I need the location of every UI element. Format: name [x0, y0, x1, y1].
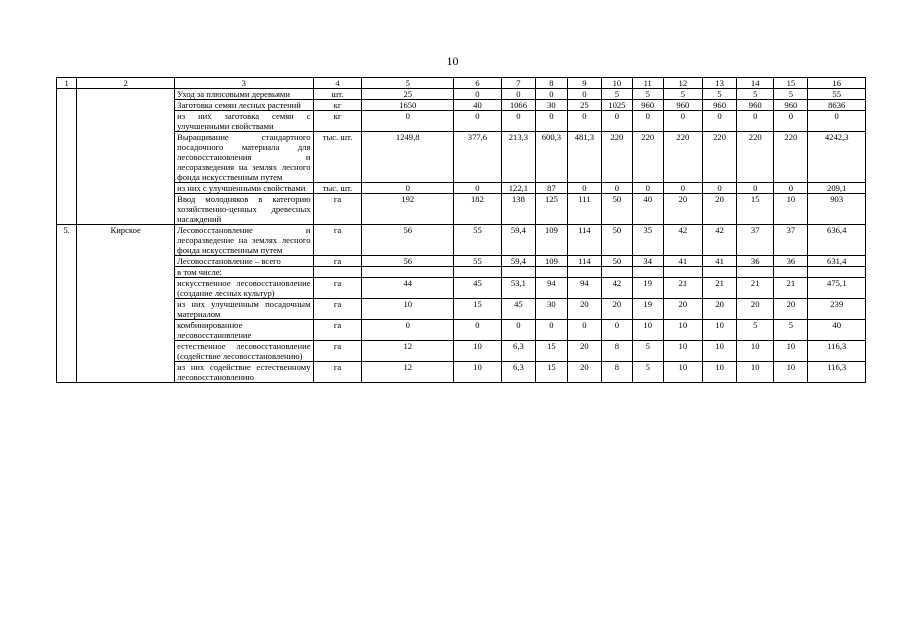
value-cell: 10	[703, 341, 737, 362]
value-cell: 239	[808, 299, 866, 320]
value-cell: 213,3	[501, 132, 535, 183]
value-cell: 5	[632, 89, 663, 100]
value-cell: 0	[454, 183, 502, 194]
value-cell: 1650	[362, 100, 454, 111]
value-cell: 25	[362, 89, 454, 100]
indicator-cell: Выращивание стандартного посадочного материала для лесовосстановления и лесоразведения на землях лесного фонда искусственным путем	[175, 132, 313, 183]
value-cell: 0	[601, 111, 632, 132]
forestry-name-cell	[77, 278, 175, 299]
value-cell: 116,3	[808, 341, 866, 362]
value-cell: 36	[774, 256, 808, 267]
value-cell: 5	[774, 320, 808, 341]
column-header: 15	[774, 78, 808, 89]
value-cell: 20	[567, 341, 601, 362]
row-number-cell	[57, 256, 77, 267]
unit-cell: тыс. шт.	[313, 132, 362, 183]
value-cell: 0	[567, 183, 601, 194]
value-cell: 21	[737, 278, 774, 299]
value-cell: 20	[567, 362, 601, 383]
table-row	[57, 320, 866, 341]
value-cell: 109	[535, 256, 567, 267]
value-cell: 960	[663, 100, 702, 111]
row-number-cell	[57, 89, 77, 100]
row-number-cell	[57, 183, 77, 194]
value-cell: 6,3	[501, 362, 535, 383]
indicator-cell: Ввод молодняков в категорию хозяйственно-ценных древесных насаждений	[175, 194, 313, 225]
value-cell: 0	[501, 320, 535, 341]
table-row	[57, 278, 866, 299]
value-cell: 600,3	[535, 132, 567, 183]
value-cell: 20	[567, 299, 601, 320]
value-cell: 21	[774, 278, 808, 299]
row-number-cell	[57, 194, 77, 225]
value-cell: 0	[774, 111, 808, 132]
value-cell: 19	[632, 278, 663, 299]
page-number: 10	[446, 54, 459, 68]
value-cell: 36	[737, 256, 774, 267]
value-cell: 10	[454, 341, 502, 362]
forestry-name-cell	[77, 256, 175, 267]
value-cell: 42	[703, 225, 737, 256]
value-cell: 10	[774, 362, 808, 383]
indicator-cell: Лесовосстановление – всего	[175, 256, 313, 267]
value-cell: 1066	[501, 100, 535, 111]
value-cell: 45	[501, 299, 535, 320]
value-cell: 0	[663, 183, 702, 194]
value-cell: 377,6	[454, 132, 502, 183]
table-row	[57, 225, 866, 256]
forestry-name-cell	[77, 100, 175, 111]
value-cell: 125	[535, 194, 567, 225]
value-cell	[774, 267, 808, 278]
value-cell: 1025	[601, 100, 632, 111]
value-cell: 8	[601, 341, 632, 362]
value-cell: 50	[601, 194, 632, 225]
value-cell: 10	[632, 320, 663, 341]
table-row	[57, 183, 866, 194]
table-body	[57, 89, 866, 383]
value-cell: 0	[501, 89, 535, 100]
value-cell: 220	[601, 132, 632, 183]
value-cell: 0	[737, 183, 774, 194]
value-cell: 8636	[808, 100, 866, 111]
indicator-cell: из них с улучшенными свойствами	[175, 183, 313, 194]
indicator-cell: Заготовка семян лесных растений	[175, 100, 313, 111]
row-number-cell	[57, 111, 77, 132]
column-header: 6	[454, 78, 502, 89]
indicator-cell: комбинированное лесовосстановление	[175, 320, 313, 341]
value-cell: 5	[632, 362, 663, 383]
table-row	[57, 89, 866, 100]
column-header: 4	[313, 78, 362, 89]
value-cell	[501, 267, 535, 278]
value-cell: 0	[632, 111, 663, 132]
value-cell: 636,4	[808, 225, 866, 256]
row-number-cell	[57, 320, 77, 341]
indicator-cell: Лесовосстановление и лесоразведение на землях лесного фонда искусственным путем	[175, 225, 313, 256]
value-cell: 25	[567, 100, 601, 111]
unit-cell: га	[313, 362, 362, 383]
value-cell: 192	[362, 194, 454, 225]
value-cell: 0	[362, 320, 454, 341]
indicator-cell: из них заготовка семян с улучшенными свойствами	[175, 111, 313, 132]
row-number-cell	[57, 299, 77, 320]
value-cell: 10	[703, 362, 737, 383]
value-cell: 40	[808, 320, 866, 341]
value-cell: 0	[535, 111, 567, 132]
forestry-table	[56, 77, 866, 383]
value-cell: 5	[737, 89, 774, 100]
value-cell: 0	[567, 320, 601, 341]
column-header: 9	[567, 78, 601, 89]
column-header: 2	[77, 78, 175, 89]
table-row	[57, 194, 866, 225]
table-row	[57, 299, 866, 320]
value-cell: 37	[737, 225, 774, 256]
unit-cell: шт.	[313, 89, 362, 100]
value-cell: 56	[362, 256, 454, 267]
value-cell: 45	[454, 278, 502, 299]
value-cell: 0	[567, 89, 601, 100]
forestry-name-cell	[77, 111, 175, 132]
value-cell: 0	[703, 111, 737, 132]
value-cell	[454, 267, 502, 278]
value-cell: 220	[774, 132, 808, 183]
value-cell: 960	[703, 100, 737, 111]
table-row	[57, 362, 866, 383]
forestry-name-cell	[77, 89, 175, 100]
value-cell: 4242,3	[808, 132, 866, 183]
value-cell: 87	[535, 183, 567, 194]
value-cell: 960	[774, 100, 808, 111]
forestry-name-cell	[77, 194, 175, 225]
value-cell: 53,1	[501, 278, 535, 299]
value-cell: 114	[567, 256, 601, 267]
value-cell: 50	[601, 225, 632, 256]
value-cell: 220	[703, 132, 737, 183]
value-cell: 44	[362, 278, 454, 299]
value-cell: 0	[737, 111, 774, 132]
forestry-name-cell	[77, 299, 175, 320]
value-cell: 903	[808, 194, 866, 225]
value-cell: 0	[501, 111, 535, 132]
value-cell: 5	[663, 89, 702, 100]
table-row	[57, 132, 866, 183]
value-cell: 114	[567, 225, 601, 256]
value-cell	[808, 267, 866, 278]
value-cell: 41	[703, 256, 737, 267]
unit-cell: кг	[313, 100, 362, 111]
row-number-cell	[57, 362, 77, 383]
value-cell: 8	[601, 362, 632, 383]
row-number-cell	[57, 132, 77, 183]
forestry-name-cell	[77, 341, 175, 362]
value-cell: 55	[454, 256, 502, 267]
value-cell: 0	[454, 89, 502, 100]
value-cell: 5	[774, 89, 808, 100]
value-cell: 6,3	[501, 341, 535, 362]
value-cell: 15	[737, 194, 774, 225]
unit-cell: га	[313, 341, 362, 362]
value-cell: 94	[567, 278, 601, 299]
value-cell: 220	[663, 132, 702, 183]
value-cell: 631,4	[808, 256, 866, 267]
value-cell: 0	[632, 183, 663, 194]
value-cell	[737, 267, 774, 278]
value-cell: 10	[774, 194, 808, 225]
value-cell: 10	[663, 341, 702, 362]
column-header: 13	[703, 78, 737, 89]
value-cell	[567, 267, 601, 278]
value-cell: 59,4	[501, 256, 535, 267]
value-cell: 481,3	[567, 132, 601, 183]
row-number-cell	[57, 341, 77, 362]
value-cell: 960	[632, 100, 663, 111]
value-cell	[703, 267, 737, 278]
value-cell: 220	[737, 132, 774, 183]
value-cell: 42	[663, 225, 702, 256]
value-cell: 122,1	[501, 183, 535, 194]
unit-cell	[313, 267, 362, 278]
column-header: 1	[57, 78, 77, 89]
value-cell: 55	[454, 225, 502, 256]
row-number-cell	[57, 278, 77, 299]
value-cell: 5	[601, 89, 632, 100]
value-cell: 0	[774, 183, 808, 194]
value-cell: 138	[501, 194, 535, 225]
value-cell: 0	[454, 111, 502, 132]
value-cell: 59,4	[501, 225, 535, 256]
value-cell	[362, 267, 454, 278]
value-cell: 19	[632, 299, 663, 320]
value-cell: 42	[601, 278, 632, 299]
value-cell: 10	[663, 362, 702, 383]
value-cell: 116,3	[808, 362, 866, 383]
value-cell: 20	[601, 299, 632, 320]
column-header: 14	[737, 78, 774, 89]
column-header: 3	[175, 78, 313, 89]
value-cell	[663, 267, 702, 278]
forestry-name-cell	[77, 320, 175, 341]
value-cell: 10	[737, 362, 774, 383]
value-cell: 20	[703, 299, 737, 320]
value-cell: 0	[535, 320, 567, 341]
column-header: 16	[808, 78, 866, 89]
value-cell: 0	[535, 89, 567, 100]
value-cell: 12	[362, 362, 454, 383]
unit-cell: га	[313, 194, 362, 225]
value-cell: 12	[362, 341, 454, 362]
value-cell: 1249,8	[362, 132, 454, 183]
value-cell: 0	[808, 111, 866, 132]
unit-cell: га	[313, 256, 362, 267]
forestry-name-cell: Кирское	[77, 225, 175, 256]
value-cell: 10	[703, 320, 737, 341]
table-header-row	[57, 78, 866, 89]
column-header: 7	[501, 78, 535, 89]
column-header: 10	[601, 78, 632, 89]
value-cell: 475,1	[808, 278, 866, 299]
table-row	[57, 341, 866, 362]
value-cell: 20	[663, 299, 702, 320]
unit-cell: кг	[313, 111, 362, 132]
table-row	[57, 100, 866, 111]
row-number-cell: 5.	[57, 225, 77, 256]
value-cell: 21	[663, 278, 702, 299]
column-header: 8	[535, 78, 567, 89]
value-cell	[632, 267, 663, 278]
table-row	[57, 111, 866, 132]
value-cell: 5	[632, 341, 663, 362]
value-cell: 50	[601, 256, 632, 267]
indicator-cell: в том числе:	[175, 267, 313, 278]
value-cell: 10	[454, 362, 502, 383]
value-cell	[601, 267, 632, 278]
value-cell: 40	[454, 100, 502, 111]
forestry-name-cell	[77, 132, 175, 183]
table-row	[57, 256, 866, 267]
unit-cell: га	[313, 225, 362, 256]
value-cell: 20	[737, 299, 774, 320]
value-cell: 20	[774, 299, 808, 320]
value-cell: 56	[362, 225, 454, 256]
indicator-cell: Уход за плюсовыми деревьями	[175, 89, 313, 100]
value-cell: 41	[663, 256, 702, 267]
value-cell: 0	[362, 111, 454, 132]
value-cell: 10	[737, 341, 774, 362]
forestry-name-cell	[77, 267, 175, 278]
value-cell: 5	[737, 320, 774, 341]
indicator-cell: из них улучшенным посадочным материалом	[175, 299, 313, 320]
value-cell: 0	[663, 111, 702, 132]
value-cell: 5	[703, 89, 737, 100]
value-cell: 0	[601, 183, 632, 194]
value-cell: 30	[535, 100, 567, 111]
unit-cell: тыс. шт.	[313, 183, 362, 194]
value-cell: 35	[632, 225, 663, 256]
value-cell: 20	[663, 194, 702, 225]
value-cell: 15	[535, 341, 567, 362]
value-cell: 0	[362, 183, 454, 194]
unit-cell: га	[313, 320, 362, 341]
value-cell: 111	[567, 194, 601, 225]
value-cell: 109	[535, 225, 567, 256]
unit-cell: га	[313, 299, 362, 320]
indicator-cell: из них содействие естественному лесовосстановлению	[175, 362, 313, 383]
value-cell: 0	[567, 111, 601, 132]
row-number-cell	[57, 267, 77, 278]
value-cell: 21	[703, 278, 737, 299]
indicator-cell: искусственное лесовосстановление (создание лесных культур)	[175, 278, 313, 299]
forestry-name-cell	[77, 183, 175, 194]
value-cell: 15	[454, 299, 502, 320]
value-cell: 40	[632, 194, 663, 225]
value-cell: 960	[737, 100, 774, 111]
value-cell: 34	[632, 256, 663, 267]
column-header: 12	[663, 78, 702, 89]
forestry-name-cell	[77, 362, 175, 383]
unit-cell: га	[313, 278, 362, 299]
indicator-cell: естественное лесовосстановление (содействие лесовосстановлению)	[175, 341, 313, 362]
value-cell: 0	[454, 320, 502, 341]
value-cell: 0	[703, 183, 737, 194]
value-cell: 30	[535, 299, 567, 320]
value-cell: 37	[774, 225, 808, 256]
value-cell: 10	[774, 341, 808, 362]
value-cell: 20	[703, 194, 737, 225]
column-header: 11	[632, 78, 663, 89]
value-cell: 209,1	[808, 183, 866, 194]
table-row	[57, 267, 866, 278]
value-cell: 10	[362, 299, 454, 320]
row-number-cell	[57, 100, 77, 111]
value-cell: 10	[663, 320, 702, 341]
value-cell: 55	[808, 89, 866, 100]
value-cell: 15	[535, 362, 567, 383]
value-cell	[535, 267, 567, 278]
value-cell: 182	[454, 194, 502, 225]
column-header: 5	[362, 78, 454, 89]
value-cell: 94	[535, 278, 567, 299]
value-cell: 220	[632, 132, 663, 183]
value-cell: 0	[601, 320, 632, 341]
